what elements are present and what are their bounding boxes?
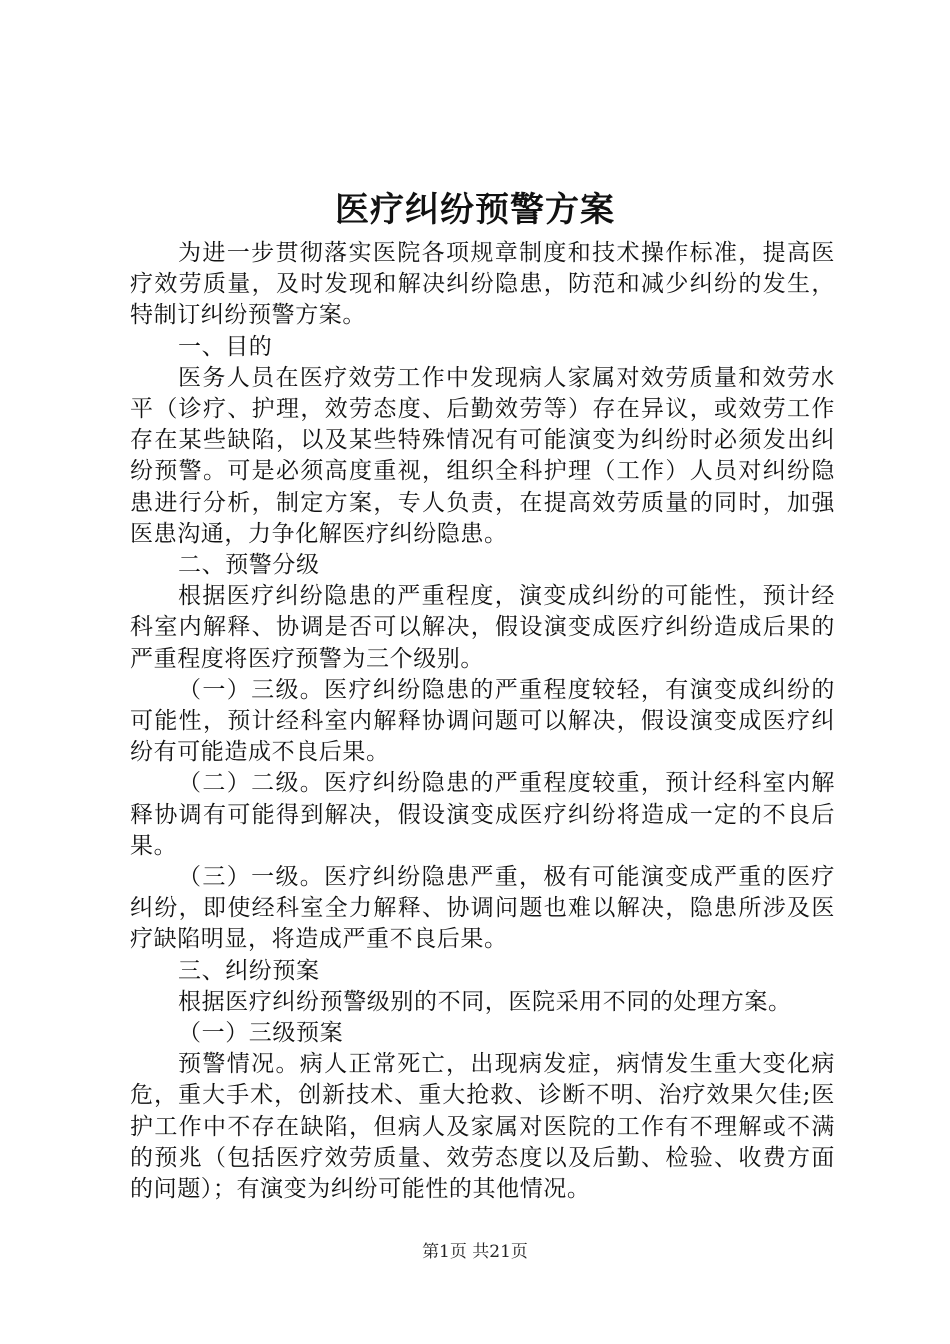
- paragraph-purpose: 医务人员在医疗效劳工作中发现病人家属对效劳质量和效劳水平（诊疗、护理，效劳态度、后勤效劳等）存在异议，或效劳工作存在某些缺陷，以及某些特殊情况有可能演变为纠纷时必须发出纠纷预警。可是必须高度重视，组织全科护理（工作）人员对纠纷隐患进行分析，制定方案，专人负责，在提高效劳质量的同时，加强医患沟通，力争化解医疗纠纷隐患。: [130, 364, 835, 547]
- page-footer: 第1页 共21页: [422, 1242, 528, 1262]
- section-heading-purpose: 一、目的: [178, 333, 273, 360]
- paragraph-intro: 为进一步贯彻落实医院各项规章制度和技术操作标准，提高医疗效劳质量，及时发现和解决纠纷隐患，防范和减少纠纷的发生，特制订纠纷预警方案。: [130, 240, 835, 329]
- paragraph-level-one: （三）一级。医疗纠纷隐患严重，极有可能演变成严重的医疗纠纷，即使经科室全力解释、协调问题也难以解决，隐患所涉及医疗缺陷明显，将造成严重不良后果。: [130, 864, 835, 953]
- paragraph-warning-situation: 预警情况。病人正常死亡，出现病发症，病情发生重大变化病危，重大手术，创新技术、重大抢救、诊断不明、治疗效果欠佳;医护工作中不存在缺陷，但病人及家属对医院的工作有不理解或不满的预兆（包括医疗效劳质量、效劳态度以及后勤、检验、收费方面的问题）；有演变为纠纷可能性的其他情况。: [130, 1051, 835, 1203]
- subsection-heading-level-three-plan: （一）三级预案: [178, 1020, 344, 1047]
- document-body: [130, 238, 835, 1205]
- paragraph-level-two: （二）二级。医疗纠纷隐患的严重程度较重，预计经科室内解释协调有可能得到解决，假设演变成医疗纠纷将造成一定的不良后果。: [130, 770, 835, 859]
- paragraph-levels: 根据医疗纠纷隐患的严重程度，演变成纠纷的可能性，预计经科室内解释、协调是否可以解决，假设演变成医疗纠纷造成后果的严重程度将医疗预警为三个级别。: [130, 583, 835, 672]
- paragraph-level-three: （一）三级。医疗纠纷隐患的严重程度较轻，有演变成纠纷的可能性，预计经科室内解释协调问题可以解决，假设演变成医疗纠纷有可能造成不良后果。: [130, 676, 835, 766]
- section-heading-levels: 二、预警分级: [178, 552, 320, 579]
- section-heading-plan: 三、纠纷预案: [178, 957, 320, 984]
- paragraph-plan: 根据医疗纠纷预警级别的不同，医院采用不同的处理方案。: [178, 988, 792, 1015]
- document-title: 医疗纠纷预警方案: [335, 190, 615, 230]
